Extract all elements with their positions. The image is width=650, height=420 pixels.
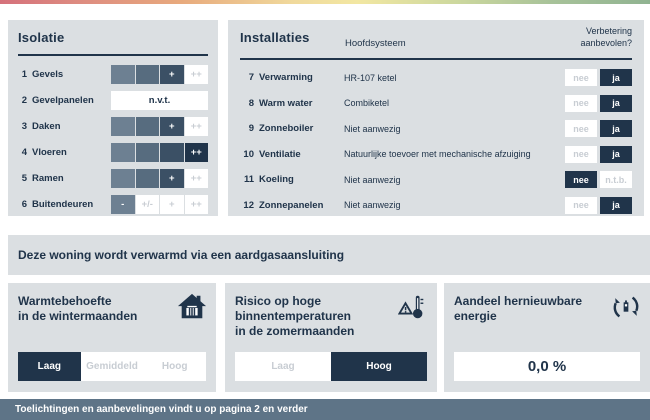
row-label: Gevels	[32, 68, 64, 80]
renewable-cycle-icon	[611, 292, 641, 322]
indicator-hoog: Hoog	[331, 352, 427, 381]
improvement-badges	[565, 69, 632, 86]
footer-note-text: Toelichtingen en aanbevelingen vindt u op pagina 2 en verder	[15, 404, 308, 415]
row-label: Ventilatie	[259, 148, 301, 160]
scale-cell-filled	[111, 65, 135, 84]
indicator-hoog: Hoog	[143, 352, 206, 381]
card-risico-zomer-buttons	[235, 352, 427, 381]
scale-cell-filled	[111, 169, 135, 188]
isolatie-row	[18, 139, 208, 165]
scale-cell-empty: ++	[185, 169, 209, 188]
improvement-badges	[565, 197, 632, 214]
row-system: Niet aanwezig	[344, 123, 401, 134]
row-system: Niet aanwezig	[344, 200, 401, 211]
row-number: 8	[248, 97, 254, 109]
row-system: Combiketel	[344, 98, 390, 109]
row-label: Zonnepanelen	[259, 199, 324, 211]
installaties-panel	[228, 20, 644, 216]
row-number: 2	[21, 94, 27, 106]
scale-cell-empty: ++	[185, 117, 209, 136]
badge-ja: ja	[600, 95, 632, 112]
card-title-line: in de wintermaanden	[18, 309, 138, 323]
badge-nee: nee	[565, 197, 597, 214]
row-number: 3	[21, 120, 27, 132]
column-header-verbetering: Verbetering aanbevolen?	[580, 26, 632, 48]
row-number: 1	[21, 68, 27, 80]
row-number: 7	[248, 72, 254, 84]
scale-cell-empty: +	[160, 195, 184, 214]
scale-cells	[111, 143, 208, 162]
row-label: Vloeren	[32, 146, 67, 158]
scale-cells	[111, 195, 208, 214]
renewable-energy-value: 0,0 %	[454, 352, 640, 381]
indicator-laag: Laag	[235, 352, 331, 381]
row-label: Gevelpanelen	[32, 94, 94, 106]
scale-cell-filled	[111, 117, 135, 136]
installaties-header	[240, 26, 632, 56]
installaties-row	[240, 193, 632, 219]
scale-cell-empty: +/-	[136, 195, 160, 214]
scale-cell-empty: ++	[185, 65, 209, 84]
badge-ja: ja	[600, 146, 632, 163]
card-title-line: binnentemperaturen	[235, 309, 352, 323]
isolatie-row	[18, 191, 208, 217]
scale-cell-filled	[136, 143, 160, 162]
scale-cell-filled	[136, 117, 160, 136]
scale-cell-score: +	[160, 65, 184, 84]
isolatie-panel	[8, 20, 218, 216]
row-system: HR-107 ketel	[344, 72, 397, 83]
card-title-line: Risico op hoge	[235, 294, 322, 308]
row-label: Koeling	[259, 174, 294, 186]
badge-nee: nee	[565, 69, 597, 86]
row-label: Buitendeuren	[32, 198, 94, 210]
improvement-badges	[565, 95, 632, 112]
improvement-badges	[565, 171, 632, 188]
scale-cell-score: -	[111, 195, 135, 214]
badge-ja: ja	[600, 120, 632, 137]
badge-nee: nee	[565, 120, 597, 137]
scale-cells	[111, 91, 208, 110]
isolatie-row	[18, 87, 208, 113]
row-label: Daken	[32, 120, 61, 132]
row-system: Niet aanwezig	[344, 174, 401, 185]
installaties-title: Installaties	[240, 30, 310, 45]
indicator-laag: Laag	[18, 352, 81, 381]
isolatie-row	[18, 113, 208, 139]
row-number: 11	[243, 174, 254, 186]
badge-nee: nee	[565, 146, 597, 163]
scale-cell-filled	[136, 65, 160, 84]
row-label: Zonneboiler	[259, 123, 314, 135]
card-title-line: energie	[454, 309, 497, 323]
isolatie-title: Isolatie	[18, 30, 65, 45]
installaties-row	[240, 91, 632, 117]
card-title-line: in de zomermaanden	[235, 324, 355, 338]
row-number: 6	[21, 198, 27, 210]
scale-cell-empty: ++	[185, 195, 209, 214]
house-radiator-icon	[177, 292, 207, 322]
heating-note-band	[8, 235, 650, 275]
badge-nee: nee	[565, 95, 597, 112]
isolatie-row	[18, 61, 208, 87]
badge-ja: ja	[600, 197, 632, 214]
heating-note-text: Deze woning wordt verwarmd via een aardgasaansluiting	[18, 248, 345, 262]
card-warmtebehoefte	[8, 283, 216, 392]
row-number: 12	[243, 199, 254, 211]
indicator-gemiddeld: Gemiddeld	[81, 352, 144, 381]
energy-scale-gradient-strip	[0, 0, 650, 4]
installaties-row	[240, 116, 632, 142]
badge-ja: ja	[600, 69, 632, 86]
improvement-badges	[565, 120, 632, 137]
row-number: 4	[21, 146, 27, 158]
card-title-line: Aandeel hernieuwbare	[454, 294, 583, 308]
row-number: 10	[243, 148, 254, 160]
scale-cell-score: ++	[185, 143, 209, 162]
thermometer-warning-icon	[398, 292, 428, 322]
badge-nee: nee	[565, 171, 597, 188]
isolatie-divider	[18, 54, 208, 56]
row-label: Verwarming	[259, 72, 313, 84]
row-number: 5	[21, 172, 27, 184]
nvt-box: n.v.t.	[111, 91, 208, 110]
card-title-line: Warmtebehoefte	[18, 294, 112, 308]
row-number: 9	[248, 123, 254, 135]
scale-cells	[111, 169, 208, 188]
footer-note-bar	[0, 399, 650, 420]
card-hernieuwbare-energie	[444, 283, 650, 392]
scale-cells	[111, 65, 208, 84]
scale-cell-filled	[160, 143, 184, 162]
installaties-row	[240, 142, 632, 168]
installaties-divider	[240, 58, 632, 60]
column-header-hoofdsysteem: Hoofdsysteem	[345, 38, 406, 49]
installaties-rows	[240, 65, 632, 218]
scale-cell-score: +	[160, 169, 184, 188]
installaties-row	[240, 65, 632, 91]
card-risico-zomer	[225, 283, 437, 392]
improvement-badges	[565, 146, 632, 163]
isolatie-rows	[18, 61, 208, 217]
row-system: Natuurlijke toevoer met mechanische afzuiging	[344, 149, 531, 160]
isolatie-row	[18, 165, 208, 191]
card-warmtebehoefte-buttons	[18, 352, 206, 381]
scale-cell-filled	[136, 169, 160, 188]
scale-cell-filled	[111, 143, 135, 162]
scale-cells	[111, 117, 208, 136]
row-label: Ramen	[32, 172, 64, 184]
installaties-row	[240, 167, 632, 193]
scale-cell-score: +	[160, 117, 184, 136]
row-label: Warm water	[259, 97, 313, 109]
badge-ntb: n.t.b.	[600, 171, 632, 188]
